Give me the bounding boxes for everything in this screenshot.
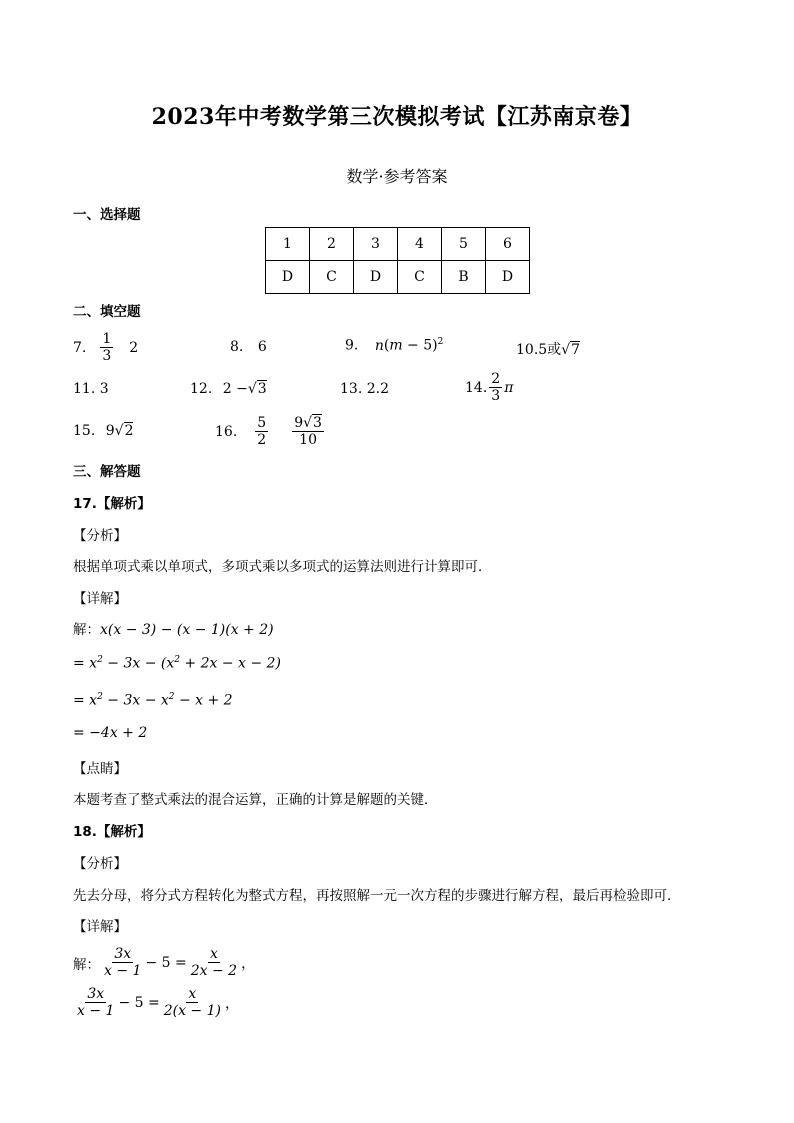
- math-expr: x(x − 3) − (x − 1)(x + 2): [100, 622, 274, 638]
- q17-analysis-tag: 【分析】: [73, 528, 127, 544]
- numerator: 9√3: [294, 415, 322, 431]
- radicand: 7: [571, 342, 581, 358]
- question-number: 14.: [465, 380, 488, 396]
- page-subtitle: 数学·参考答案: [346, 167, 448, 186]
- answer-value: 5或: [538, 342, 562, 358]
- fill-answer-8: [230, 339, 267, 355]
- table-cell: 4: [398, 228, 442, 261]
- q17-step-2: = $x^2 - 3x - (x^2 + 2x - x - 2)$: [73, 655, 281, 672]
- page-title: 2023年中考数学第三次模拟考试【江苏南京卷】: [151, 104, 643, 130]
- table-cell: B: [442, 261, 486, 294]
- label: 解：: [73, 622, 100, 638]
- fill-answer-11: [73, 381, 109, 397]
- fill-answer-14: [465, 370, 513, 406]
- math-var: n: [374, 337, 384, 354]
- fill-answer-7: [73, 330, 138, 366]
- q17-comment-tag: 【点睛】: [73, 761, 127, 777]
- table-cell: 3: [354, 228, 398, 261]
- fraction: $\frac{x}{2(x - 1)}$: [163, 986, 221, 1019]
- label: 解：: [73, 957, 100, 973]
- q18-detail-tag: 【详解】: [73, 919, 127, 935]
- question-number: 11.: [73, 381, 96, 397]
- q17-comment: 本题考查了整式乘法的混合运算，正确的计算是解题的关键．: [73, 792, 438, 808]
- table-cell: 2: [310, 228, 354, 261]
- q18-step-2: $\frac{3x}{x - 1}$ − 5 = $\frac{x}{2(x - 1)}$ ，: [77, 986, 239, 1019]
- answer-value: 2: [129, 340, 139, 356]
- math-var: m: [389, 337, 403, 354]
- fraction: [292, 416, 324, 448]
- table-cell: D: [354, 261, 398, 294]
- question-number: 8.: [230, 339, 244, 355]
- numerator: 1: [102, 331, 112, 347]
- q18-analysis: 先去分母，将分式方程转化为整式方程，再按照解一元一次方程的步骤进行解方程，最后再检验即可．: [73, 888, 681, 904]
- question-number: 16.: [215, 424, 238, 440]
- fraction: [100, 332, 113, 364]
- table-cell: 6: [486, 228, 530, 261]
- table-cell: D: [486, 261, 530, 294]
- denominator: 10: [299, 432, 317, 448]
- table-row: [266, 261, 530, 294]
- radicand: 2: [124, 423, 134, 439]
- fraction: $\frac{x}{2x - 2}$: [190, 946, 238, 979]
- table-cell: C: [310, 261, 354, 294]
- fraction: $\frac{3x}{x - 1}$: [104, 946, 142, 979]
- q18-step-1: 解： $\frac{3x}{x - 1}$ − 5 = $\frac{x}{2x - 2}$ ，: [73, 946, 256, 979]
- q17-step-3: = $x^2 - 3x - x^2 - x + 2$: [73, 692, 233, 709]
- fill-answer-13: [340, 381, 389, 397]
- denominator: 2: [257, 432, 267, 448]
- math-op: − 5 =: [118, 995, 160, 1011]
- answer-value: 2 −: [222, 381, 248, 397]
- section-choice: 一、选择题: [73, 207, 141, 223]
- answer-value: 2.2: [366, 381, 389, 397]
- q18-heading: 18.【解析】: [73, 824, 151, 840]
- question-number: 10.: [516, 342, 539, 358]
- fill-answer-16: [215, 412, 326, 452]
- section-solve: 三、解答题: [73, 464, 141, 480]
- question-number: 12.: [190, 381, 213, 397]
- q17-step-4: = −4x + 2: [73, 725, 148, 741]
- q17-step-1: [73, 618, 274, 638]
- q17-detail-tag: 【详解】: [73, 591, 127, 607]
- table-cell: 1: [266, 228, 310, 261]
- q17-heading: 17.【解析】: [73, 496, 151, 512]
- fraction: [489, 372, 502, 404]
- fill-answer-12: 12. 2 −√3: [190, 381, 267, 397]
- table-row: [266, 228, 530, 261]
- radicand: 3: [257, 381, 267, 397]
- choice-answer-table: [265, 227, 530, 294]
- answer-value: 3: [99, 381, 109, 397]
- exponent: 2: [437, 337, 444, 347]
- section-fill: 二、填空题: [73, 304, 141, 320]
- answer-value: 6: [257, 339, 267, 355]
- fraction: [255, 416, 268, 448]
- denominator: 3: [491, 388, 501, 404]
- fill-answer-10: 10.5或√7: [516, 342, 581, 358]
- fraction: $\frac{3x}{x - 1}$: [77, 986, 115, 1019]
- question-number: 13.: [340, 381, 363, 397]
- fill-answer-9: 9. $n(m - 5)^2$: [345, 337, 444, 354]
- q17-analysis: 根据单项式乘以单项式，多项式乘以多项式的运算法则进行计算即可．: [73, 559, 492, 575]
- answer-value: 9: [105, 423, 115, 439]
- question-number: 15.: [73, 423, 96, 439]
- numerator: 2: [491, 371, 501, 387]
- denominator: 3: [102, 348, 112, 364]
- q18-analysis-tag: 【分析】: [73, 856, 127, 872]
- table-cell: D: [266, 261, 310, 294]
- question-number: 7.: [73, 340, 87, 356]
- question-number: 9.: [345, 337, 359, 354]
- math-num: 5: [423, 337, 433, 354]
- fill-answer-15: 15. 9√2: [73, 423, 134, 439]
- math-op: − 5 =: [145, 955, 187, 971]
- numerator: 5: [257, 415, 267, 431]
- table-cell: 5: [442, 228, 486, 261]
- math-symbol: π: [504, 380, 514, 396]
- table-cell: C: [398, 261, 442, 294]
